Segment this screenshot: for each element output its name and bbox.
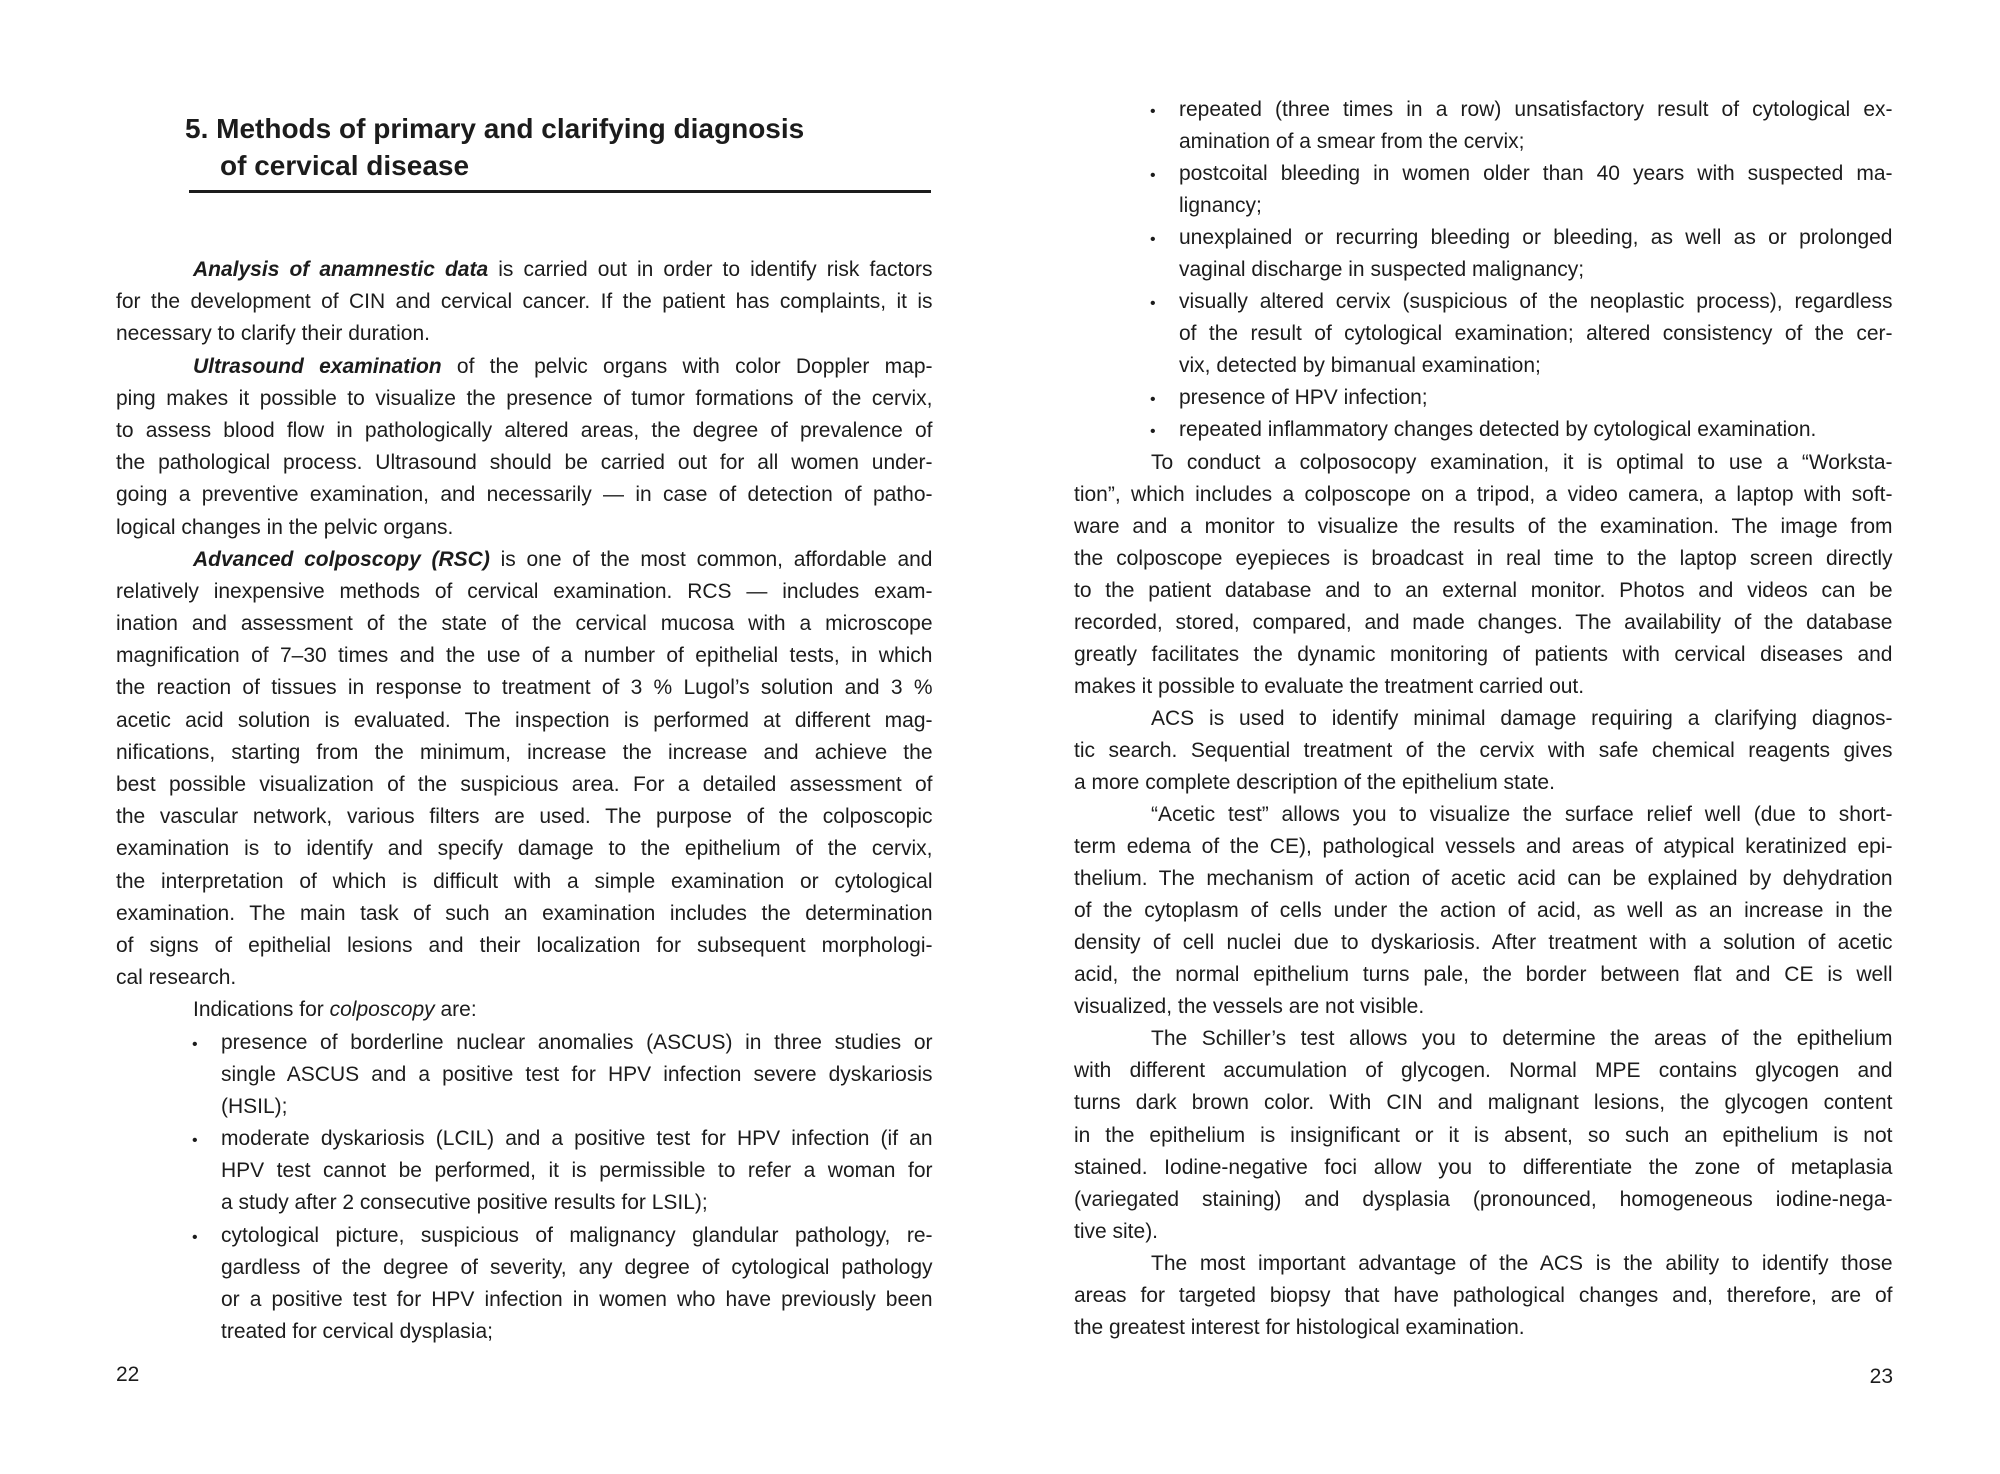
text-line: cal research. <box>116 966 237 990</box>
paragraph-ultrasound <box>116 351 933 544</box>
text-line: in the epithelium is insignificant or it is absent, so such an epithelium is not <box>1074 1123 1893 1147</box>
list-item <box>1074 286 1893 382</box>
paragraph-acs <box>1074 703 1893 799</box>
list-item <box>116 1027 933 1124</box>
text-line: relatively inexpensive methods of cervical examination. RCS — includes exam- <box>116 579 933 603</box>
text-line: tive site). <box>1074 1219 1159 1243</box>
right-page <box>1000 0 2000 1474</box>
text-line: ping makes it possible to visualize the presence of tumor formations of the cervix, <box>116 386 933 410</box>
text-line <box>193 544 933 576</box>
text-line: or a positive test for HPV infection in women who have previously been <box>221 1288 933 1311</box>
text-line: ination and assessment of the state of the cervical mucosa with a microscope <box>116 612 933 636</box>
text-line: The Schiller’s test allows you to determine the areas of the epithelium <box>1151 1027 1893 1051</box>
left-text-column <box>116 254 933 1348</box>
text-line: to assess blood flow in pathologically altered areas, the degree of prevalence of <box>116 418 933 442</box>
text-line: • repeated inflammatory changes detected by cytological examination. <box>1179 418 1817 442</box>
text-line: examination is to identify and specify damage to the epithelium of the cervix, <box>116 837 933 861</box>
text-line: nifications, starting from the minimum, increase the increase and achieve the <box>116 740 933 764</box>
text-line: gardless of the degree of severity, any degree of cytological pathology <box>221 1255 933 1279</box>
text-line: recorded, stored, compared, and made changes. The availability of the database <box>1074 610 1893 634</box>
text-line: areas for targeted biopsy that have pathological changes and, therefore, are of <box>1074 1283 1893 1307</box>
text-line: single ASCUS and a positive test for HPV infection severe dyskariosis <box>221 1062 933 1086</box>
list-item <box>116 1123 933 1220</box>
text-line: “Acetic test” allows you to visualize the surface relief well (due to short- <box>1151 803 1893 827</box>
list-item <box>1074 414 1893 446</box>
text-line: treated for cervical dysplasia; <box>221 1320 493 1344</box>
text-line: tion”, which includes a colposcope on a tripod, a video camera, a laptop with soft- <box>1074 482 1893 506</box>
text-line: the reaction of tissues in response to treatment of 3 % Lugol’s solution and 3 % <box>116 676 933 700</box>
text-line <box>193 254 933 286</box>
text-line: a more complete description of the epithelium state. <box>1074 770 1555 794</box>
text-line: To conduct a colposocopy examination, it is optimal to use a “Worksta- <box>1151 450 1893 474</box>
text-line: • repeated (three times in a row) unsatisfactory result of cytological ex- <box>1179 98 1893 121</box>
text-line: makes it possible to evaluate the treatment carried out. <box>1074 674 1585 698</box>
lead-term: Ultrasound examination <box>193 354 442 378</box>
page-number: 23 <box>1869 1365 1893 1388</box>
indications-list-continued <box>1074 94 1893 447</box>
text-line: vix, detected by bimanual examination; <box>1179 354 1541 378</box>
paragraph-advanced-colposcopy <box>116 544 933 995</box>
text-line: a study after 2 consecutive positive results for LSIL); <box>221 1191 708 1215</box>
text-line: amination of a smear from the cervix; <box>1179 130 1525 154</box>
text-line: ware and a monitor to visualize the results of the examination. The image from <box>1074 514 1893 538</box>
paragraph-workstation <box>1074 447 1893 703</box>
line-text: of the pelvic organs with color Doppler map- <box>456 354 933 378</box>
italic-term: colposcopy <box>329 998 435 1022</box>
text-line: • cytological picture, suspicious of malignancy glandular pathology, re- <box>221 1223 933 1247</box>
text-line: tic search. Sequential treatment of the cervix with safe chemical reagents gives <box>1074 738 1893 762</box>
text-line: the greatest interest for histological examination. <box>1074 1315 1525 1339</box>
line-text: is one of the most common, affordable and <box>500 547 933 571</box>
page-number: 22 <box>116 1363 140 1386</box>
paragraph-acetic-test <box>1074 799 1893 1023</box>
text-line: acetic acid solution is evaluated. The inspection is performed at different mag- <box>116 708 933 732</box>
text-line: of the cytoplasm of cells under the action of acid, as well as an increase in the <box>1074 899 1893 923</box>
text-line: HPV test cannot be performed, it is permissible to refer a woman for <box>221 1159 933 1183</box>
text-line: turns dark brown color. With CIN and malignant lesions, the glycogen content <box>1074 1091 1893 1115</box>
text-line: the colposcope eyepieces is broadcast in real time to the laptop screen directly <box>1074 546 1893 570</box>
section-heading <box>185 110 804 184</box>
section-title-line-1: 5. Methods of primary and clarifying diagnosis <box>185 113 805 144</box>
text-line: The most important advantage of the ACS is the ability to identify those <box>1151 1251 1893 1275</box>
list-item <box>116 1220 933 1349</box>
line-text: Indications for <box>193 998 324 1022</box>
text-line: for the development of CIN and cervical cancer. If the patient has complaints, it is <box>116 290 933 314</box>
text-line: best possible visualization of the suspicious area. For a detailed assessment of <box>116 773 933 796</box>
text-line: the vascular network, various filters are used. The purpose of the colposcopic <box>116 805 933 829</box>
text-line: • presence of borderline nuclear anomalies (ASCUS) in three studies or <box>221 1030 933 1054</box>
list-item <box>1074 382 1893 414</box>
lead-term: Analysis of anamnestic data <box>193 258 489 281</box>
text-line: ACS is used to identify minimal damage requiring a clarifying diagnos- <box>1151 706 1893 730</box>
text-line: examination. The main task of such an examination includes the determination <box>116 901 933 925</box>
paragraph-anamnestic-data <box>116 254 933 351</box>
text-line: visualized, the vessels are not visible. <box>1074 995 1425 1019</box>
text-line: going a preventive examination, and necessarily — in case of detection of patho- <box>116 483 933 507</box>
text-line: • presence of HPV infection; <box>1179 386 1428 410</box>
line-text: is carried out in order to identify risk factors <box>498 258 933 281</box>
list-item <box>1074 158 1893 222</box>
text-line: lignancy; <box>1179 194 1262 218</box>
text-line: • postcoital bleeding in women older than 40 years with suspected ma- <box>1179 162 1893 186</box>
text-line: with different accumulation of glycogen. Normal MPE contains glycogen and <box>1074 1059 1893 1083</box>
text-line: thelium. The mechanism of action of acetic acid can be explained by dehydration <box>1074 867 1893 891</box>
list-item <box>1074 222 1893 286</box>
lead-term: Advanced colposcopy (RSC) <box>193 547 490 571</box>
text-line: (variegated staining) and dysplasia (pronounced, homogeneous iodine-nega- <box>1074 1187 1893 1211</box>
text-line: of the result of cytological examination; altered consistency of the cer- <box>1179 322 1893 346</box>
text-line: • moderate dyskariosis (LCIL) and a positive test for HPV infection (if an <box>221 1127 933 1151</box>
text-line: • unexplained or recurring bleeding or bleeding, as well as or prolonged <box>1179 226 1893 250</box>
indications-intro <box>193 994 933 1026</box>
text-line: logical changes in the pelvic organs. <box>116 515 454 539</box>
line-text: are: <box>440 998 477 1022</box>
text-line: greatly facilitates the dynamic monitoring of patients with cervical diseases and <box>1074 642 1893 666</box>
text-line <box>193 351 933 383</box>
text-line: to the patient database and to an external monitor. Photos and videos can be <box>1074 578 1893 602</box>
text-line: term edema of the CE), pathological vessels and areas of atypical keratinized epi- <box>1074 835 1893 859</box>
text-line: acid, the normal epithelium turns pale, the border between flat and CE is well <box>1074 963 1893 987</box>
text-line: the pathological process. Ultrasound should be carried out for all women under- <box>116 451 933 475</box>
text-line: (HSIL); <box>221 1094 288 1118</box>
text-line: of signs of epithelial lesions and their localization for subsequent morphologi- <box>116 933 933 957</box>
text-line: • visually altered cervix (suspicious of the neoplastic process), regardless <box>1179 290 1893 314</box>
list-item <box>1074 94 1893 158</box>
text-line: magnification of 7–30 times and the use of a number of epithelial tests, in which <box>116 644 933 668</box>
indications-list <box>116 1027 933 1349</box>
paragraph-schiller-test <box>1074 1023 1893 1247</box>
right-text-column <box>1074 94 1893 1344</box>
text-line: necessary to clarify their duration. <box>116 322 430 346</box>
text-line: the interpretation of which is difficult with a simple examination or cytological <box>116 869 933 893</box>
section-title-line-2: of cervical disease <box>220 150 470 181</box>
text-line: vaginal discharge in suspected malignancy; <box>1179 258 1585 282</box>
title-underline <box>189 190 931 193</box>
text-line: stained. Iodine-negative foci allow you to differentiate the zone of metaplasia <box>1074 1155 1893 1179</box>
paragraph-acs-advantage <box>1074 1248 1893 1344</box>
text-line: density of cell nuclei due to dyskariosis. After treatment with a solution of acetic <box>1074 931 1893 955</box>
